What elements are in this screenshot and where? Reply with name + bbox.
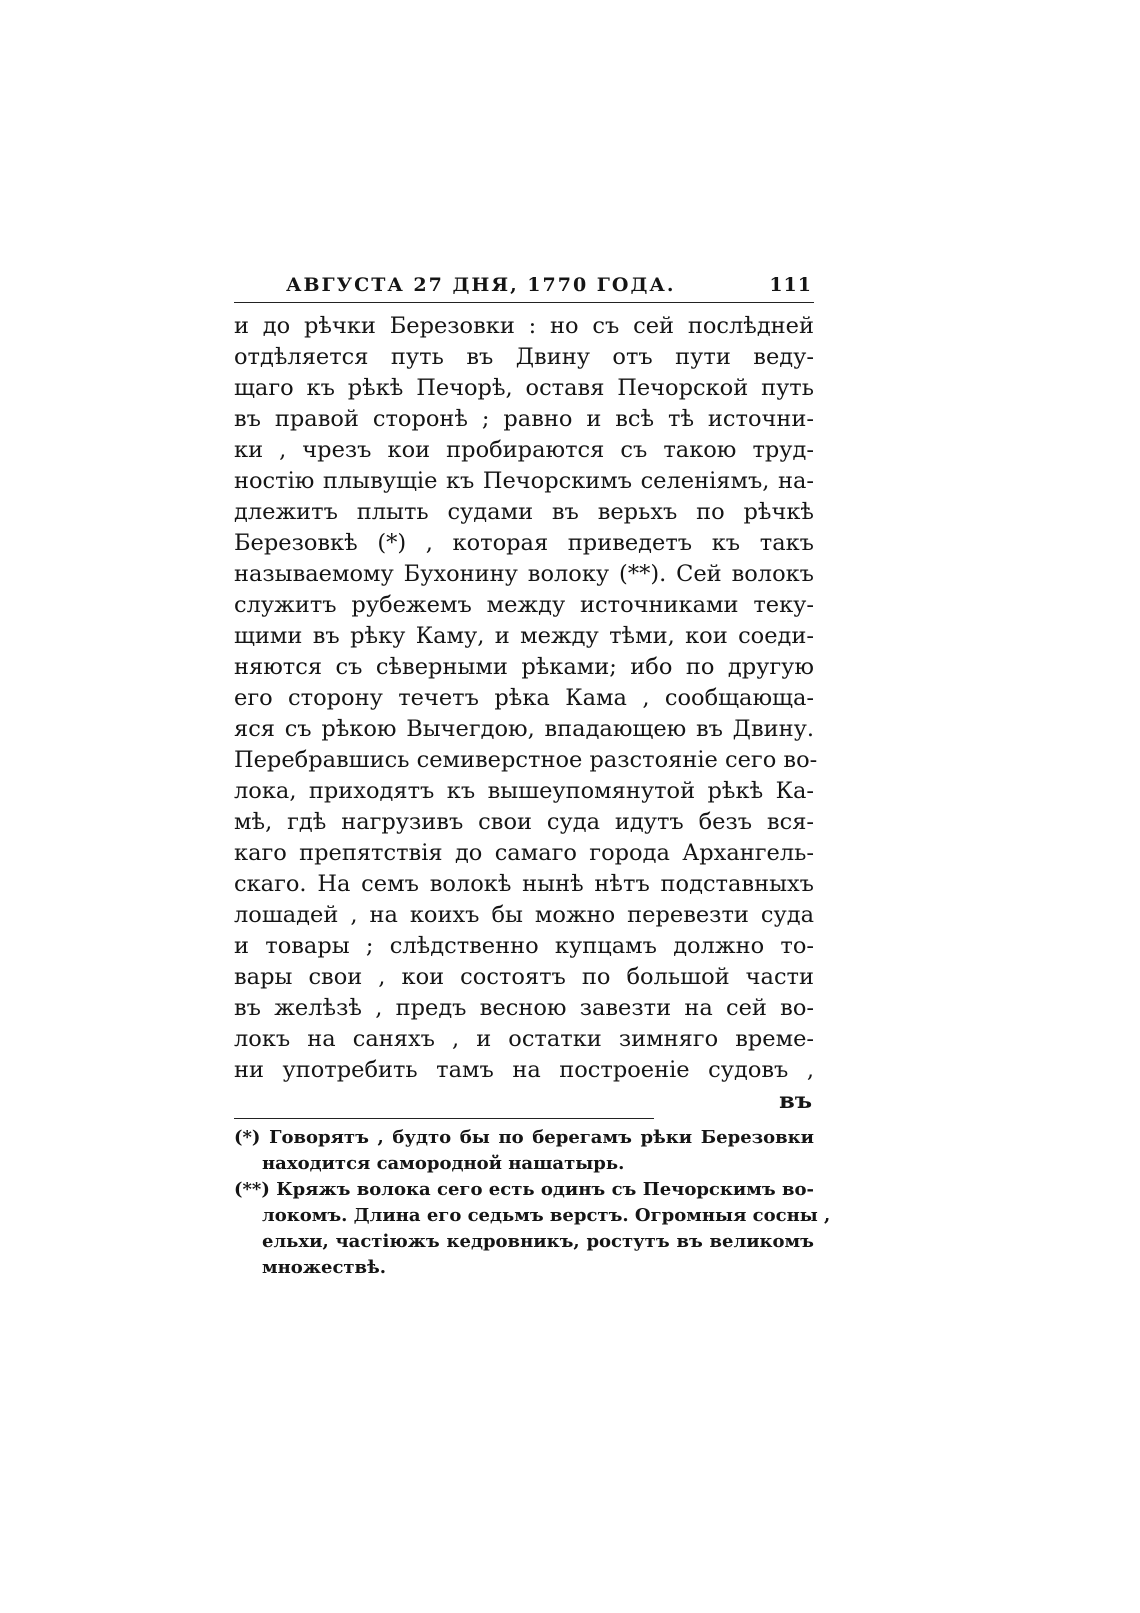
footnote-line: (*) Говорятъ , будто бы по берегамъ рѣки Березовки	[234, 1127, 814, 1148]
footnote-line: ельхи, частiюжъ кедровникъ, ростутъ въ великомъ	[262, 1231, 814, 1252]
body-text	[234, 311, 818, 1086]
text-line: и до рѣчки Березовки : но съ сей послѣдней	[234, 313, 814, 339]
text-line: яся съ рѣкою Вычегдою, впадающею въ Двину.	[234, 716, 814, 742]
footnote-line: находится самородной нашатырь.	[262, 1153, 625, 1174]
text-line: каго препятствiя до самаго города Архангель-	[234, 840, 814, 866]
text-line: въ правой сторонѣ ; равно и всѣ тѣ источни-	[234, 406, 814, 432]
running-head	[234, 270, 814, 300]
text-line: няются съ сѣверными рѣками; ибо по другую	[234, 654, 814, 680]
text-line: и товары ; слѣдственно купцамъ должно то-	[234, 933, 814, 959]
footnotes	[234, 1125, 831, 1281]
text-line: служитъ рубежемъ между источниками теку-	[234, 592, 814, 618]
text-line: ностiю плывущiе къ Печорскимъ селенiямъ, на-	[234, 468, 814, 494]
footnote-line: (**) Кряжъ волока сего есть одинъ съ Печорскимъ во-	[234, 1179, 814, 1200]
text-line: отдѣляется путь въ Двину отъ пути веду-	[234, 344, 814, 370]
text-line: лока, приходятъ къ вышеупомянутой рѣкѣ Ка-	[234, 778, 814, 804]
text-line: въ желѣзѣ , предъ весною завезти на сей во-	[234, 995, 814, 1021]
text-line: ки , чрезъ кои пробираются съ такою труд-	[234, 437, 814, 463]
text-line: щаго къ рѣкѣ Печорѣ, оставя Печорской путь	[234, 375, 814, 401]
catchword: въ	[779, 1088, 812, 1114]
text-line: Березовкѣ (*) , которая приведетъ къ такъ	[234, 530, 814, 556]
text-line: мѣ, гдѣ нагрузивъ свои суда идутъ безъ вся-	[234, 809, 814, 835]
text-line: называемому Бухонину волоку (**). Сей волокъ	[234, 561, 814, 587]
text-line: его сторону течетъ рѣка Кама , сообщающа-	[234, 685, 814, 711]
running-title: АВГУСТА 27 ДНЯ, 1770 ГОДА.	[286, 274, 676, 296]
footnote-rule	[234, 1118, 654, 1119]
text-line: вары свои , кои состоятъ по большой части	[234, 964, 814, 990]
header-rule	[234, 302, 814, 303]
text-line: локъ на саняхъ , и остатки зимняго време-	[234, 1026, 814, 1052]
text-line: ни употребить тамъ на построенiе судовъ ,	[234, 1057, 814, 1083]
footnote-2	[234, 1177, 831, 1281]
text-line: Перебравшись семиверстное разстоянiе сего во-	[234, 747, 818, 773]
page-number: 111	[769, 274, 812, 296]
footnote-line: множествѣ.	[262, 1257, 386, 1278]
text-line: скаго. На семъ волокѣ нынѣ нѣтъ подставныхъ	[234, 871, 814, 897]
book-page	[234, 270, 831, 1281]
text-line: лошадей , на коихъ бы можно перевезти суда	[234, 902, 814, 928]
footnote-1	[234, 1125, 814, 1177]
text-line: щими въ рѣку Каму, и между тѣми, кои соеди-	[234, 623, 814, 649]
footnote-line: локомъ. Длина его седьмъ верстъ. Огромныя сосны ,	[262, 1205, 831, 1226]
text-line: длежитъ плыть судами въ верьхъ по рѣчкѣ	[234, 499, 814, 525]
